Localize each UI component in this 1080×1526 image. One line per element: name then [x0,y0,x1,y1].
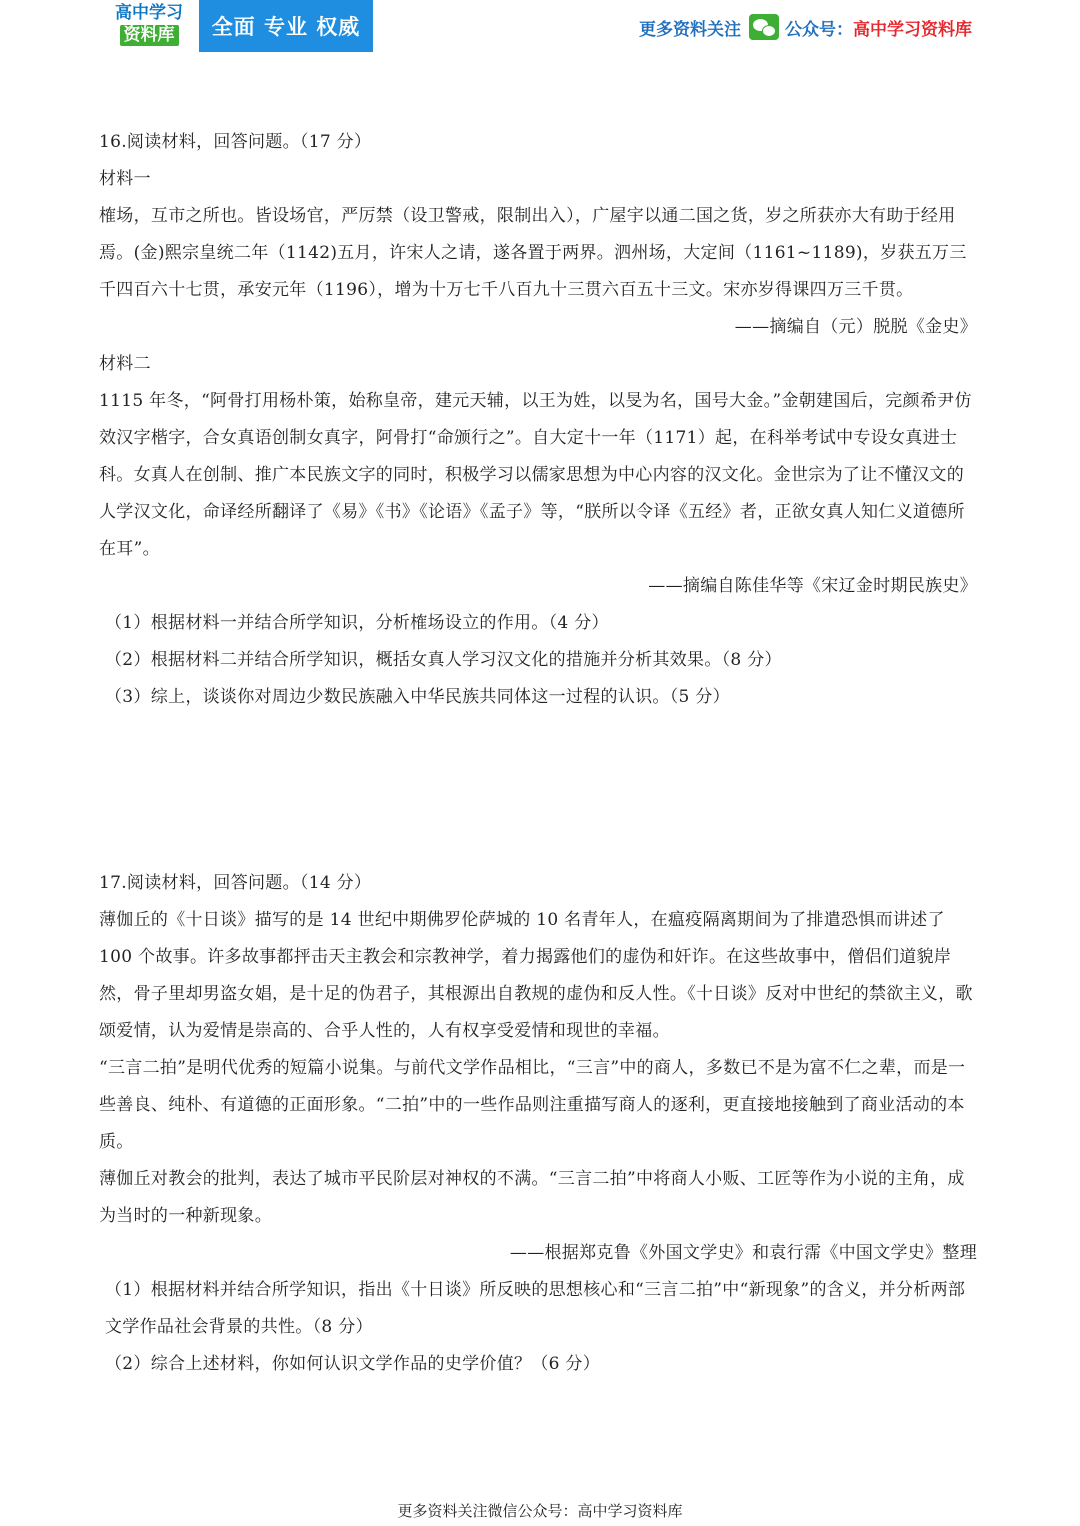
page-header [0,0,1080,56]
question-16-sub-3: （3）综上，谈谈你对周边少数民族融入中华民族共同体这一过程的认识。（5 分） [105,687,730,707]
material-2-source: ——摘编自陈佳华等《宋辽金时期民族史》 [648,576,977,596]
logo-line1: 高中学习 [115,3,183,23]
question-17-sub-2: （2）综合上述材料，你如何认识文学作品的史学价值？（6 分） [105,1354,601,1374]
material-2-text: 1115 年冬，“阿骨打用杨朴策，始称皇帝，建元天辅，以王为姓，以旻为名，国号大金。”金朝建国后，完颜希尹仿效汉字楷字，合女真语创制女真字，阿骨打“命颁行之”。自大定十一年（1171）起，在科举考试中专设女真进士科。女真人在创制、推广本民族文字的同时，积极学习以儒家思想为中心内容的汉文化。金世宗为了让不懂汉文的人学汉文化，命译经所翻译了《易》《书》《论语》《孟子》等，“朕所以令译《五经》者，正欲女真人知仁义道德所在耳”。 [99,391,972,559]
question-16-sub-2: （2）根据材料二并结合所学知识，概括女真人学习汉文化的措施并分析其效果。（8 分） [105,650,782,670]
header-promo [639,12,972,42]
question-17-paragraph-3: 薄伽丘对教会的批判，表达了城市平民阶层对神权的不满。“三言二拍”中将商人小贩、工匠等作为小说的主角，成为当时的一种新现象。 [99,1169,965,1226]
question-17-sub-1: （1）根据材料并结合所学知识，指出《十日谈》所反映的思想核心和“三言二拍”中“新现象”的含义，并分析两部文学作品社会背景的共性。（8 分） [105,1280,966,1337]
slogan-banner: 全面 专业 权威 [199,0,373,52]
question-17-title: 17.阅读材料，回答问题。（14 分） [99,873,372,893]
site-logo [110,3,188,47]
question-17-paragraph-1: 薄伽丘的《十日谈》描写的是 14 世纪中期佛罗伦萨城的 10 名青年人，在瘟疫隔离期间为了排遣恐惧而讲述了 100 个故事。许多故事都抨击天主教会和宗教神学，着力揭露他们的虚伪和奸诈。在这些故事中，僧侣们道貌岸然，骨子里却男盗女娼，是十足的伪君子，其根源出自教规的虚伪和反人性。《十日谈》反对中世纪的禁欲主义，歌颂爱情，认为爱情是崇高的、合乎人性的，人有权享受爱情和现世的幸福。 [99,910,973,1041]
more-resources-text: 更多资料关注 [639,19,741,40]
material-1-text: 榷场，互市之所也。皆设场官，严厉禁（设卫警戒，限制出入），广屋宇以通二国之货，岁之所获亦大有助于经用焉。(金)熙宗皇统二年（1142)五月，许宋人之请，遂各置于两界。泗州场，大定间（1161~1189)，岁获五万三千四百六十七贯，承安元年（1196），增为十万七千八百九十三贯六百五十三文。宋亦岁得课四万三千贯。 [99,206,967,300]
question-16-title: 16.阅读材料，回答问题。（17 分） [99,132,372,152]
official-account-label: 公众号： [785,19,853,40]
question-16-sub-1: （1）根据材料一并结合所学知识，分析榷场设立的作用。（4 分） [105,613,609,633]
material-1-source: ——摘编自（元）脱脱《金史》 [734,317,977,337]
page-footer: 更多资料关注微信公众号：高中学习资料库 [397,1502,683,1520]
question-17-paragraph-2: “三言二拍”是明代优秀的短篇小说集。与前代文学作品相比，“三言”中的商人，多数已不是为富不仁之辈，而是一些善良、纯朴、有道德的正面形象。“二拍”中的一些作品则注重描写商人的逐利，更直接地接触到了商业活动的本质。 [99,1058,966,1152]
question-17 [99,865,977,1383]
logo-line2: 资料库 [120,25,179,46]
material-2-label: 材料二 [99,354,151,374]
question-16 [99,124,977,716]
official-account-name: 高中学习资料库 [853,19,972,40]
wechat-icon [749,14,779,40]
material-1-label: 材料一 [99,169,151,189]
question-17-source: ——根据郑克鲁《外国文学史》和袁行霈《中国文学史》整理 [509,1243,977,1263]
